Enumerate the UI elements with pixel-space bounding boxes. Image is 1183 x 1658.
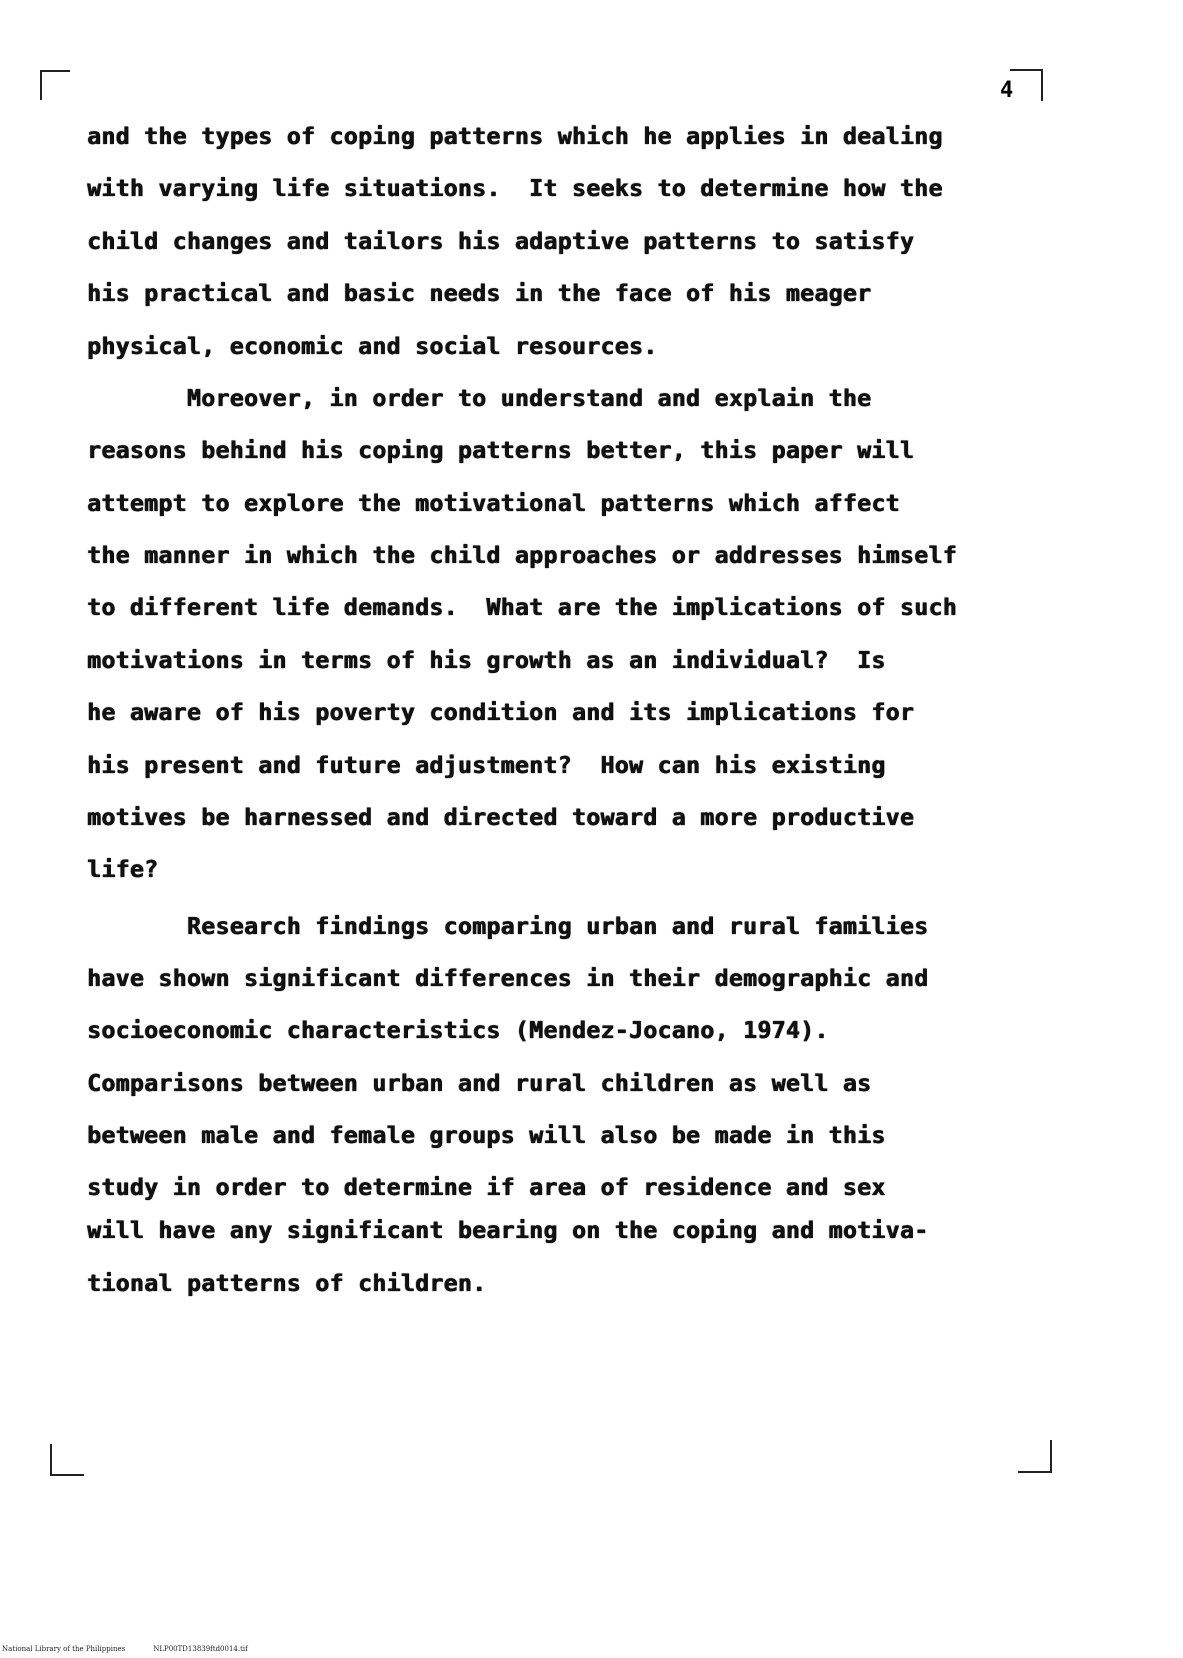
text-line: motivations in terms of his growth as an individual? Is xyxy=(87,647,886,674)
crop-mark-bottom-right xyxy=(1050,1440,1052,1473)
crop-mark-top-right xyxy=(1041,69,1043,101)
text-line: child changes and tailors his adaptive patterns to satisfy xyxy=(87,228,915,255)
text-line: life? xyxy=(87,856,159,883)
text-line: motives be harnessed and directed toward a more productive xyxy=(87,804,915,831)
text-line: attempt to explore the motivational patterns which affect xyxy=(87,490,900,517)
text-line: tional patterns of children. xyxy=(87,1270,487,1297)
text-line: his present and future adjustment? How can his existing xyxy=(87,752,886,779)
crop-mark-bottom-right xyxy=(1018,1471,1052,1473)
text-line: with varying life situations. It seeks to determine how the xyxy=(87,175,943,202)
crop-mark-bottom-left xyxy=(50,1474,84,1476)
text-line: his practical and basic needs in the face of his meager xyxy=(87,280,872,307)
text-line: study in order to determine if area of residence and sex xyxy=(87,1174,886,1201)
text-line: will have any significant bearing on the coping and motiva- xyxy=(87,1217,929,1244)
text-line: have shown significant differences in their demographic and xyxy=(87,965,929,992)
text-line: Research findings comparing urban and rural families xyxy=(87,913,929,940)
text-line: Moreover, in order to understand and explain the xyxy=(87,385,872,412)
crop-mark-bottom-left xyxy=(50,1444,52,1476)
text-line: and the types of coping patterns which he applies in dealing xyxy=(87,123,943,150)
text-line: between male and female groups will also be made in this xyxy=(87,1122,886,1149)
text-line: to different life demands. What are the implications of such xyxy=(87,594,957,621)
footer-library: National Library of the Philippines xyxy=(2,1645,126,1653)
text-line: Comparisons between urban and rural children as well as xyxy=(87,1070,872,1097)
text-line: reasons behind his coping patterns better, this paper will xyxy=(87,437,915,464)
text-line: the manner in which the child approaches or addresses himself xyxy=(87,542,957,569)
text-line: socioeconomic characteristics (Mendez-Jocano, 1974). xyxy=(87,1017,829,1044)
page-number: 4 xyxy=(1000,78,1014,103)
scan-footer xyxy=(2,1645,276,1653)
crop-mark-top-left xyxy=(40,70,42,100)
text-line: he aware of his poverty condition and its implications for xyxy=(87,699,915,726)
text-line: physical, economic and social resources. xyxy=(87,333,658,360)
crop-mark-top-left xyxy=(40,70,70,72)
crop-mark-top-right xyxy=(1010,69,1043,71)
footer-file: NLP00TD13839ftd0014.tif xyxy=(153,1645,248,1653)
